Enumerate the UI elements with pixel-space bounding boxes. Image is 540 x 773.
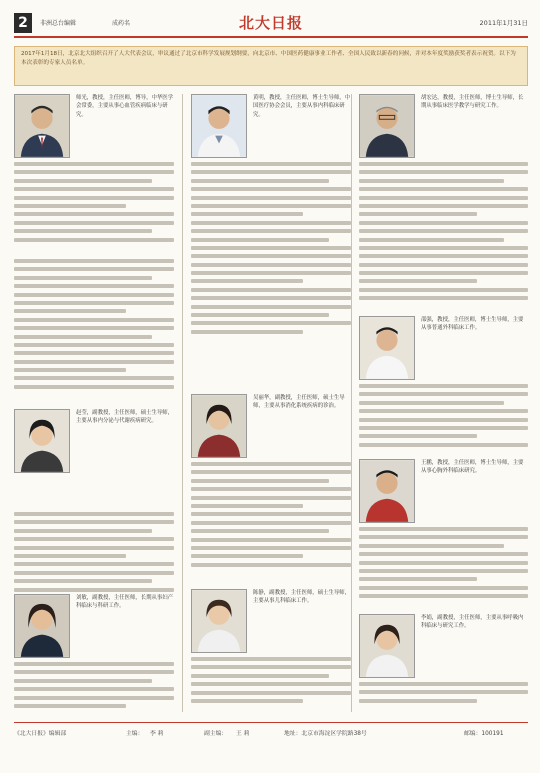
page-number: 2 [14, 13, 32, 33]
column-divider-1 [182, 94, 183, 712]
column-3 [359, 94, 528, 712]
profile [14, 94, 174, 254]
newspaper-title: 北大日报 [239, 14, 304, 32]
department-label: 非洲总台编辑 [40, 20, 77, 27]
footer-deputy-label: 副主编： [204, 731, 228, 737]
portrait-photo [14, 94, 70, 158]
footer-editor-label: 主编： [126, 731, 144, 737]
footer-postcode: 邮编：100191 [464, 731, 504, 737]
profile-body-text [14, 162, 174, 246]
profile [14, 494, 174, 594]
profile [14, 594, 174, 712]
portrait-photo [14, 594, 70, 658]
masthead-rule [14, 36, 528, 38]
profile-lead: 胡宏达，教授，主任医师，博士生导师，长期从事临床医学教学与研究工作。 [421, 95, 524, 110]
profile-lead: 李娟，副教授，主任医师，主要从事呼吸内科临床与研究工作。 [421, 615, 524, 630]
profile [359, 316, 528, 451]
profile [14, 259, 174, 494]
column-1 [14, 94, 174, 712]
portrait-photo [359, 614, 415, 678]
profile-lead: 刘敏，副教授，主任医师，长期从事妇产科临床与科研工作。 [76, 595, 174, 610]
profile-lead: 陈静，副教授，主任医师，硕士生导师，主要从事儿科临床工作。 [253, 590, 351, 605]
masthead [14, 10, 528, 40]
profile-body-text [359, 384, 528, 451]
profile-body-text [359, 527, 528, 603]
profile-lead: 赵莹，副教授，主任医师，硕士生导师，主要从事内分泌与代谢疾病研究。 [76, 410, 174, 425]
profile [359, 459, 528, 609]
portrait-photo [191, 394, 247, 458]
profile [191, 394, 351, 584]
profile [359, 614, 528, 712]
portrait-photo [191, 589, 247, 653]
profile-body-text [359, 682, 528, 707]
profile-body-text [191, 657, 351, 707]
profile-body-text [14, 512, 174, 596]
profile [191, 589, 351, 712]
profile-body-text [359, 162, 528, 305]
editor-label: 成药名 [112, 20, 131, 27]
footer-editor: 李 莉 [150, 731, 164, 737]
profile-body-text [14, 662, 174, 712]
portrait-photo [359, 316, 415, 380]
portrait-photo [14, 409, 70, 473]
profile [191, 94, 351, 359]
profile-body-text [191, 162, 351, 338]
portrait-photo [359, 459, 415, 523]
intro-box: 2017年1月18日，北京北大组织召开了人大代表会议，审议通过了北京市科学发展规划纲要，向北京市、中国医药健康事业工作者、全国人民致以新春的问候，并对本年度奖励获奖者表示祝贺。以下为本次表彰的专家人员名单。 [14, 46, 528, 86]
portrait-photo [191, 94, 247, 158]
profile-lead: 王鹏，教授，主任医师，博士生导师，主要从事心胸外科临床研究。 [421, 460, 524, 475]
column-divider-2 [351, 94, 352, 712]
profile-lead: 吴丽华，副教授，主任医师，硕士生导师，主要从事消化系统疾病的诊治。 [253, 395, 345, 410]
profile-lead: 黄明，教授，主任医师，博士生导师，中国医疗协会会员，主要从事内科临床研究。 [253, 95, 351, 118]
issue-date: 2011年1月31日 [479, 19, 528, 27]
profile-body-text [191, 462, 351, 571]
footer-deputy: 王 莉 [236, 731, 250, 737]
profile-body-text [14, 259, 174, 393]
profile [359, 94, 528, 309]
column-2 [191, 94, 351, 712]
footer [14, 722, 528, 742]
profile-lead: 邵强，教授，主任医师，博士生导师，主要从事普通外科临床工作。 [421, 317, 524, 332]
profile-lead: 师光，教授，主任医师，博导，中华医学会常委，主要从事心血管疾病临床与研究。 [76, 95, 174, 118]
footer-rule [14, 722, 528, 723]
portrait-photo [359, 94, 415, 158]
newspaper-page [14, 10, 528, 762]
footer-address: 地址：北京市海淀区学院路38号 [284, 731, 367, 737]
footer-paper: 《北大日报》编辑部 [14, 731, 67, 737]
